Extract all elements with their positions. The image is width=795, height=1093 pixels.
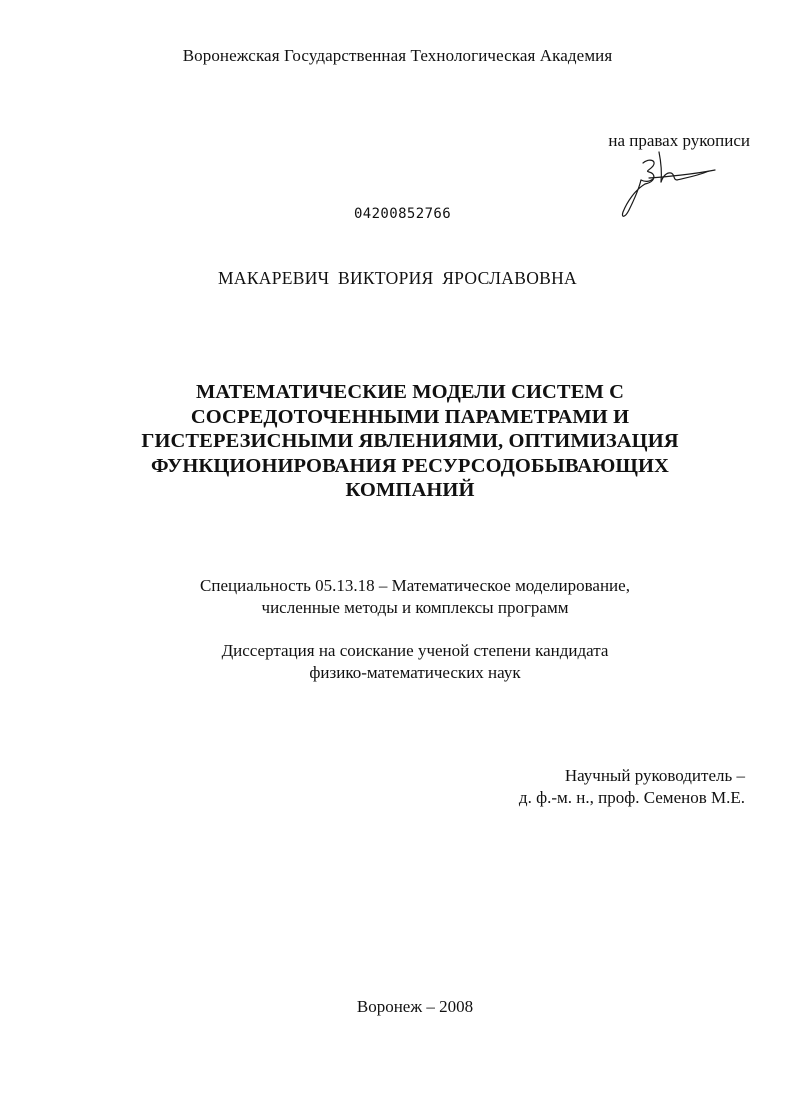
degree-line: Диссертация на соискание ученой степени кандидата bbox=[221, 641, 609, 660]
title-line: ГИСТЕРЕЗИСНЫМИ ЯВЛЕНИЯМИ, ОПТИМИЗАЦИЯ bbox=[141, 430, 679, 452]
title-line: ФУНКЦИОНИРОВАНИЯ РЕСУРСОДОБЫВАЮЩИХ bbox=[151, 454, 669, 477]
supervisor-line: Научный руководитель – bbox=[564, 766, 745, 785]
specialty-line: численные методы и комплексы программ bbox=[261, 597, 569, 617]
supervisor-line: д. ф.-м. н., проф. Семенов М.Е. bbox=[518, 787, 745, 807]
manuscript-note: на правах рукописи bbox=[608, 131, 750, 150]
specialty-block bbox=[0, 575, 795, 618]
title-line: МАТЕМАТИЧЕСКИЕ МОДЕЛИ СИСТЕМ С bbox=[195, 381, 625, 403]
serial-number: 04200852766 bbox=[353, 206, 452, 222]
supervisor-block bbox=[400, 765, 745, 808]
dissertation-title bbox=[100, 380, 720, 503]
city-year: Воронеж – 2008 bbox=[356, 997, 474, 1016]
degree-line: физико-математических наук bbox=[309, 662, 521, 682]
author-name: МАКАРЕВИЧ ВИКТОРИЯ ЯРОСЛАВОВНА bbox=[218, 268, 577, 288]
specialty-line: Специальность 05.13.18 – Математическое моделирование, bbox=[200, 576, 630, 595]
degree-block bbox=[0, 640, 795, 683]
institution-name: Воронежская Государственная Технологическая Академия bbox=[182, 46, 613, 65]
title-line: СОСРЕДОТОЧЕННЫМИ ПАРАМЕТРАМИ И bbox=[190, 405, 630, 428]
title-line: КОМПАНИЙ bbox=[345, 479, 475, 501]
